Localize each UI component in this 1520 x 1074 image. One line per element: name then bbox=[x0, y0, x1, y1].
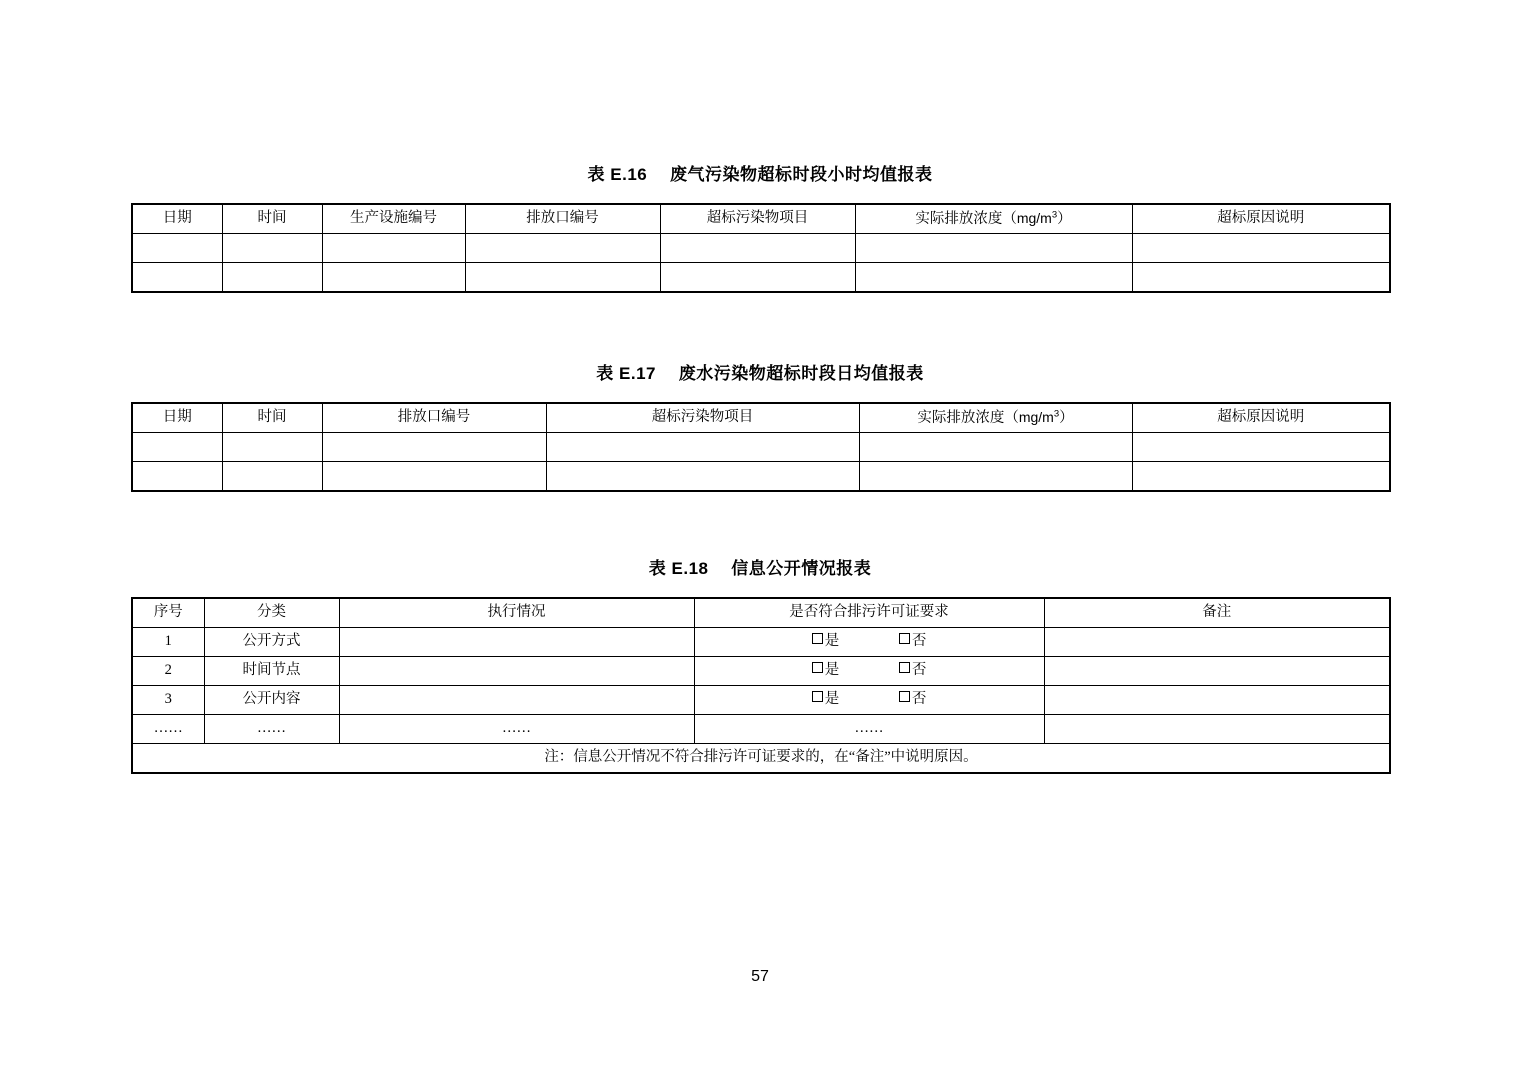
column-header: 实际排放浓度$(mg/m^3)$ bbox=[855, 204, 1132, 234]
column-header: 是否符合排污许可证要求 bbox=[694, 598, 1044, 628]
table-row-header bbox=[132, 204, 1390, 234]
cell-reason[interactable] bbox=[1132, 263, 1390, 293]
cell-pollutant[interactable] bbox=[660, 234, 855, 263]
checkbox-option-yes[interactable] bbox=[812, 691, 840, 708]
table-row[interactable] bbox=[132, 433, 1390, 462]
column-header: 执行情况 bbox=[339, 598, 694, 628]
cell-concentration[interactable] bbox=[855, 234, 1132, 263]
section-spacer bbox=[131, 492, 1389, 554]
table-row[interactable] bbox=[132, 462, 1390, 492]
cell-date[interactable] bbox=[132, 462, 222, 492]
page-number: 57 bbox=[751, 968, 769, 985]
table-e16 bbox=[131, 203, 1391, 293]
cell-outlet-code[interactable] bbox=[322, 462, 546, 492]
cell-pollutant[interactable] bbox=[660, 263, 855, 293]
table-e18 bbox=[131, 597, 1391, 774]
cell-index: 2 bbox=[132, 657, 204, 686]
cell-reason[interactable] bbox=[1132, 234, 1390, 263]
cell-remark bbox=[1044, 715, 1390, 744]
checkbox-icon[interactable] bbox=[812, 662, 823, 673]
checkbox-option-no[interactable] bbox=[899, 633, 927, 650]
cell-index: 1 bbox=[132, 628, 204, 657]
checkbox-icon[interactable] bbox=[812, 633, 823, 644]
cell-outlet-code[interactable] bbox=[322, 433, 546, 462]
table-row[interactable] bbox=[132, 234, 1390, 263]
table-row[interactable] bbox=[132, 657, 1390, 686]
column-header: 分类 bbox=[204, 598, 339, 628]
cell-date[interactable] bbox=[132, 234, 222, 263]
cell-pollutant[interactable] bbox=[546, 462, 859, 492]
table-title-e18: 表 E.18 信息公开情况报表 bbox=[648, 559, 872, 578]
cell-date[interactable] bbox=[132, 263, 222, 293]
table-note: 注：信息公开情况不符合排污许可证要求的，在“备注”中说明原因。 bbox=[132, 744, 1390, 774]
column-header: 超标污染物项目 bbox=[546, 403, 859, 433]
cell-concentration[interactable] bbox=[859, 433, 1132, 462]
table-row-header bbox=[132, 598, 1390, 628]
checkbox-icon[interactable] bbox=[812, 691, 823, 702]
cell-compliance: …… bbox=[694, 715, 1044, 744]
cell-index: …… bbox=[132, 715, 204, 744]
cell-status[interactable] bbox=[339, 628, 694, 657]
cell-status[interactable] bbox=[339, 686, 694, 715]
checkbox-label-no: 否 bbox=[911, 691, 927, 708]
cell-category: 公开内容 bbox=[204, 686, 339, 715]
column-header: 超标污染物项目 bbox=[660, 204, 855, 234]
cell-status: …… bbox=[339, 715, 694, 744]
cell-reason[interactable] bbox=[1132, 433, 1390, 462]
table-title-e16: 表 E.16 废气污染物超标时段小时均值报表 bbox=[587, 165, 933, 184]
cell-remark[interactable] bbox=[1044, 686, 1390, 715]
column-header: 序号 bbox=[132, 598, 204, 628]
checkbox-icon[interactable] bbox=[899, 662, 910, 673]
cell-facility-code[interactable] bbox=[322, 234, 465, 263]
table-row-header bbox=[132, 403, 1390, 433]
checkbox-icon[interactable] bbox=[899, 691, 910, 702]
table-row-note bbox=[132, 744, 1390, 774]
table-row[interactable] bbox=[132, 628, 1390, 657]
checkbox-label-yes: 是 bbox=[824, 691, 840, 708]
column-header: 日期 bbox=[132, 204, 222, 234]
cell-concentration[interactable] bbox=[859, 462, 1132, 492]
column-header: 生产设施编号 bbox=[322, 204, 465, 234]
cell-category: 时间节点 bbox=[204, 657, 339, 686]
column-header: 备注 bbox=[1044, 598, 1390, 628]
cell-category: 公开方式 bbox=[204, 628, 339, 657]
cell-status[interactable] bbox=[339, 657, 694, 686]
cell-time[interactable] bbox=[222, 263, 322, 293]
column-header: 时间 bbox=[222, 204, 322, 234]
column-header: 排放口编号 bbox=[322, 403, 546, 433]
cell-compliance[interactable] bbox=[694, 628, 1044, 657]
cell-index: 3 bbox=[132, 686, 204, 715]
checkbox-option-no[interactable] bbox=[899, 691, 927, 708]
cell-time[interactable] bbox=[222, 433, 322, 462]
cell-facility-code[interactable] bbox=[322, 263, 465, 293]
cell-remark[interactable] bbox=[1044, 657, 1390, 686]
cell-time[interactable] bbox=[222, 234, 322, 263]
cell-time[interactable] bbox=[222, 462, 322, 492]
checkbox-option-yes[interactable] bbox=[812, 662, 840, 679]
column-header: 日期 bbox=[132, 403, 222, 433]
column-header: 实际排放浓度$(mg/m^3)$ bbox=[859, 403, 1132, 433]
cell-outlet-code[interactable] bbox=[465, 263, 660, 293]
cell-reason[interactable] bbox=[1132, 462, 1390, 492]
cell-date[interactable] bbox=[132, 433, 222, 462]
cell-compliance[interactable] bbox=[694, 657, 1044, 686]
page-content bbox=[131, 160, 1389, 774]
checkbox-label-yes: 是 bbox=[824, 633, 840, 650]
cell-pollutant[interactable] bbox=[546, 433, 859, 462]
cell-concentration[interactable] bbox=[855, 263, 1132, 293]
cell-outlet-code[interactable] bbox=[465, 234, 660, 263]
column-header: 排放口编号 bbox=[465, 204, 660, 234]
checkbox-option-yes[interactable] bbox=[812, 633, 840, 650]
table-row[interactable] bbox=[132, 686, 1390, 715]
checkbox-icon[interactable] bbox=[899, 633, 910, 644]
column-header: 时间 bbox=[222, 403, 322, 433]
column-header: 超标原因说明 bbox=[1132, 204, 1390, 234]
section-spacer bbox=[131, 293, 1389, 359]
cell-remark[interactable] bbox=[1044, 628, 1390, 657]
checkbox-option-no[interactable] bbox=[899, 662, 927, 679]
cell-category: …… bbox=[204, 715, 339, 744]
column-header: 超标原因说明 bbox=[1132, 403, 1390, 433]
checkbox-label-no: 否 bbox=[911, 662, 927, 679]
checkbox-label-no: 否 bbox=[911, 633, 927, 650]
checkbox-label-yes: 是 bbox=[824, 662, 840, 679]
table-row[interactable] bbox=[132, 263, 1390, 293]
table-title-e17: 表 E.17 废水污染物超标时段日均值报表 bbox=[596, 364, 924, 383]
table-e17 bbox=[131, 402, 1391, 492]
cell-compliance[interactable] bbox=[694, 686, 1044, 715]
table-row-ellipsis bbox=[132, 715, 1390, 744]
